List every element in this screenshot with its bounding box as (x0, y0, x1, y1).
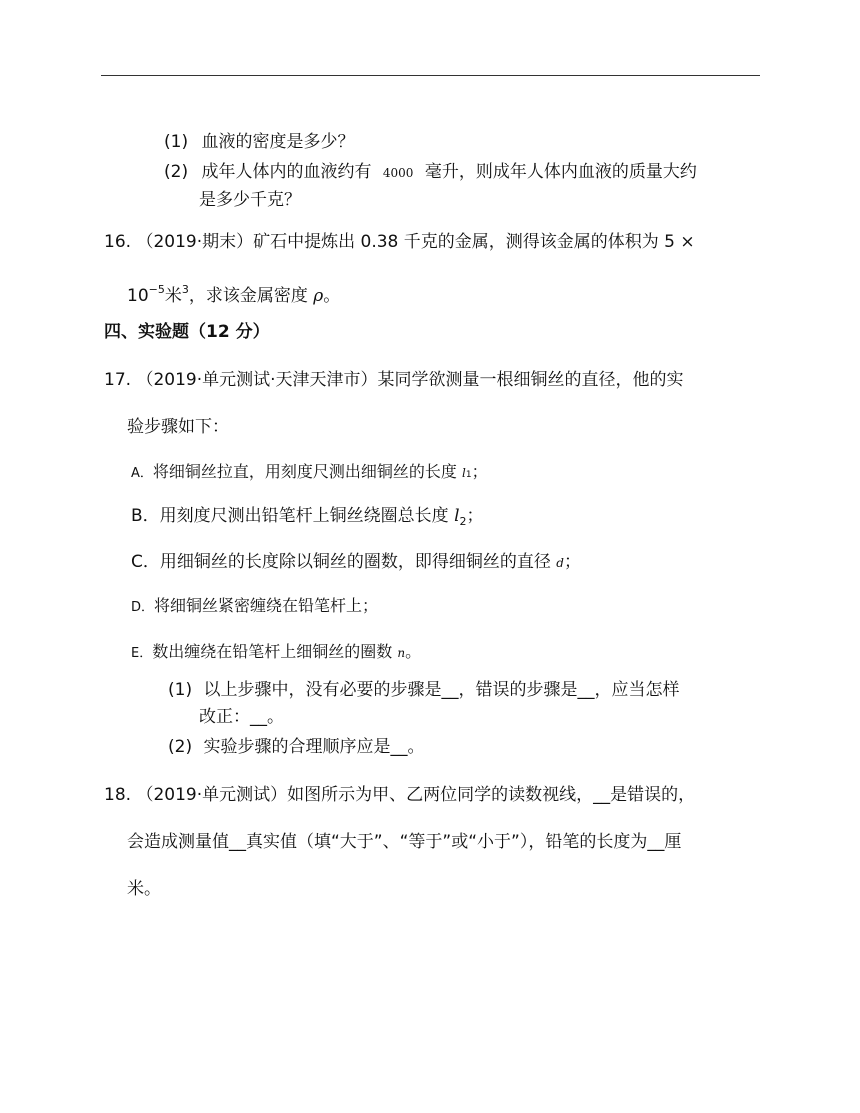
q18-line3: 米。 (127, 879, 161, 899)
q17-step-e-end: 。 (405, 642, 422, 661)
q17-step-d-text: 将细铜丝紧密缠绕在铅笔杆上； (154, 596, 379, 615)
q17-step-b-label: B． (131, 506, 160, 526)
q16-line1 (104, 230, 695, 254)
q17-step-d-label: D． (131, 600, 155, 615)
q17-step-b-sub: 2 (459, 515, 467, 528)
q17-step-c-label: C． (131, 552, 160, 572)
q15-sub2-value: 4000 (382, 166, 414, 180)
q16-line2 (127, 278, 340, 308)
q15-sub2-text-a: 成年人体内的血液约有 (201, 162, 372, 182)
q16-text-a: （2019·期末）矿石中提炼出 0.38 千克的金属，测得该金属的体积为 5 × (136, 232, 695, 252)
q17-text-a: （2019·单元测试·天津天津市）某同学欲测量一根细铜丝的直径，他的实 (136, 370, 684, 390)
q16-base: 10 (127, 286, 149, 306)
q16-exponent: −5 (148, 283, 165, 296)
q17-step-a-end: ； (471, 462, 488, 481)
q17-step-a-text: 将细铜丝拉直，用刻度尺测出细铜丝的长度 (152, 462, 457, 481)
q17-step-b-end: ； (466, 506, 484, 526)
q15-sub1-text: 血液的密度是多少？ (201, 132, 355, 152)
section-heading: 四、实验题（12 分） (104, 322, 270, 342)
q17-step-c-text: 用细铜丝的长度除以铜丝的圈数，即得细铜丝的直径 (159, 552, 551, 572)
q15-sub2 (164, 160, 697, 185)
q15-sub2-continued: 是多少千克？ (199, 190, 301, 210)
q17-step-a-sub: 1 (465, 470, 472, 480)
q17-step-d (131, 594, 378, 620)
q16-unit-exponent: 3 (181, 283, 189, 296)
q17-step-c (131, 550, 581, 575)
q17-step-e (131, 640, 421, 666)
q16-text-end: 。 (323, 286, 341, 306)
q17-sub2-text: 实验步骤的合理顺序应是__。 (203, 737, 425, 757)
q16-text-b: ，求该金属密度 (188, 286, 308, 306)
q17-line2: 验步骤如下： (127, 417, 229, 437)
q18-number: 18. (104, 785, 132, 805)
q17-number: 17. (104, 370, 132, 390)
q16-unit: 米 (164, 286, 182, 306)
q16-rho: ρ (313, 286, 324, 306)
q18-text-a: （2019·单元测试）如图所示为甲、乙两位同学的读数视线，__是错误的， (136, 785, 696, 805)
q17-step-b (131, 504, 484, 534)
q17-step-b-var: l (454, 506, 460, 526)
q15-sub1 (164, 130, 355, 154)
q17-step-c-var: d (556, 556, 564, 570)
q17-line1 (104, 368, 684, 392)
q17-sub1 (168, 678, 680, 702)
q18-line1 (104, 783, 695, 807)
q17-step-a (131, 460, 488, 487)
q17-sub2-number: (2) (168, 737, 193, 757)
q17-step-e-var: n (397, 646, 406, 660)
q17-sub1-text-a: 以上步骤中，没有必要的步骤是__，错误的步骤是__，应当怎样 (203, 680, 680, 700)
q15-sub2-number: (2) (164, 162, 189, 182)
q16-number: 16. (104, 232, 132, 252)
q17-step-e-label: E． (131, 646, 153, 661)
q17-step-e-text: 数出缠绕在铅笔杆上细铜丝的圈数 (152, 642, 393, 661)
q18-line2: 会造成测量值__真实值（填“大于”、“等于”或“小于”），铅笔的长度为__厘 (127, 832, 682, 852)
q17-step-a-var: l (462, 466, 466, 480)
header-rule (101, 75, 760, 76)
q17-step-b-text: 用刻度尺测出铅笔杆上铜丝绕圈总长度 (159, 506, 449, 526)
q17-step-c-end: ； (563, 552, 581, 572)
q17-sub2 (168, 735, 425, 759)
q17-sub1-continued: 改正：__。 (199, 707, 284, 727)
q17-sub1-number: (1) (168, 680, 193, 700)
q17-step-a-label: A． (131, 466, 153, 481)
q15-sub2-text-b: 毫升，则成年人体内血液的质量大约 (424, 162, 697, 182)
q15-sub1-number: (1) (164, 132, 189, 152)
